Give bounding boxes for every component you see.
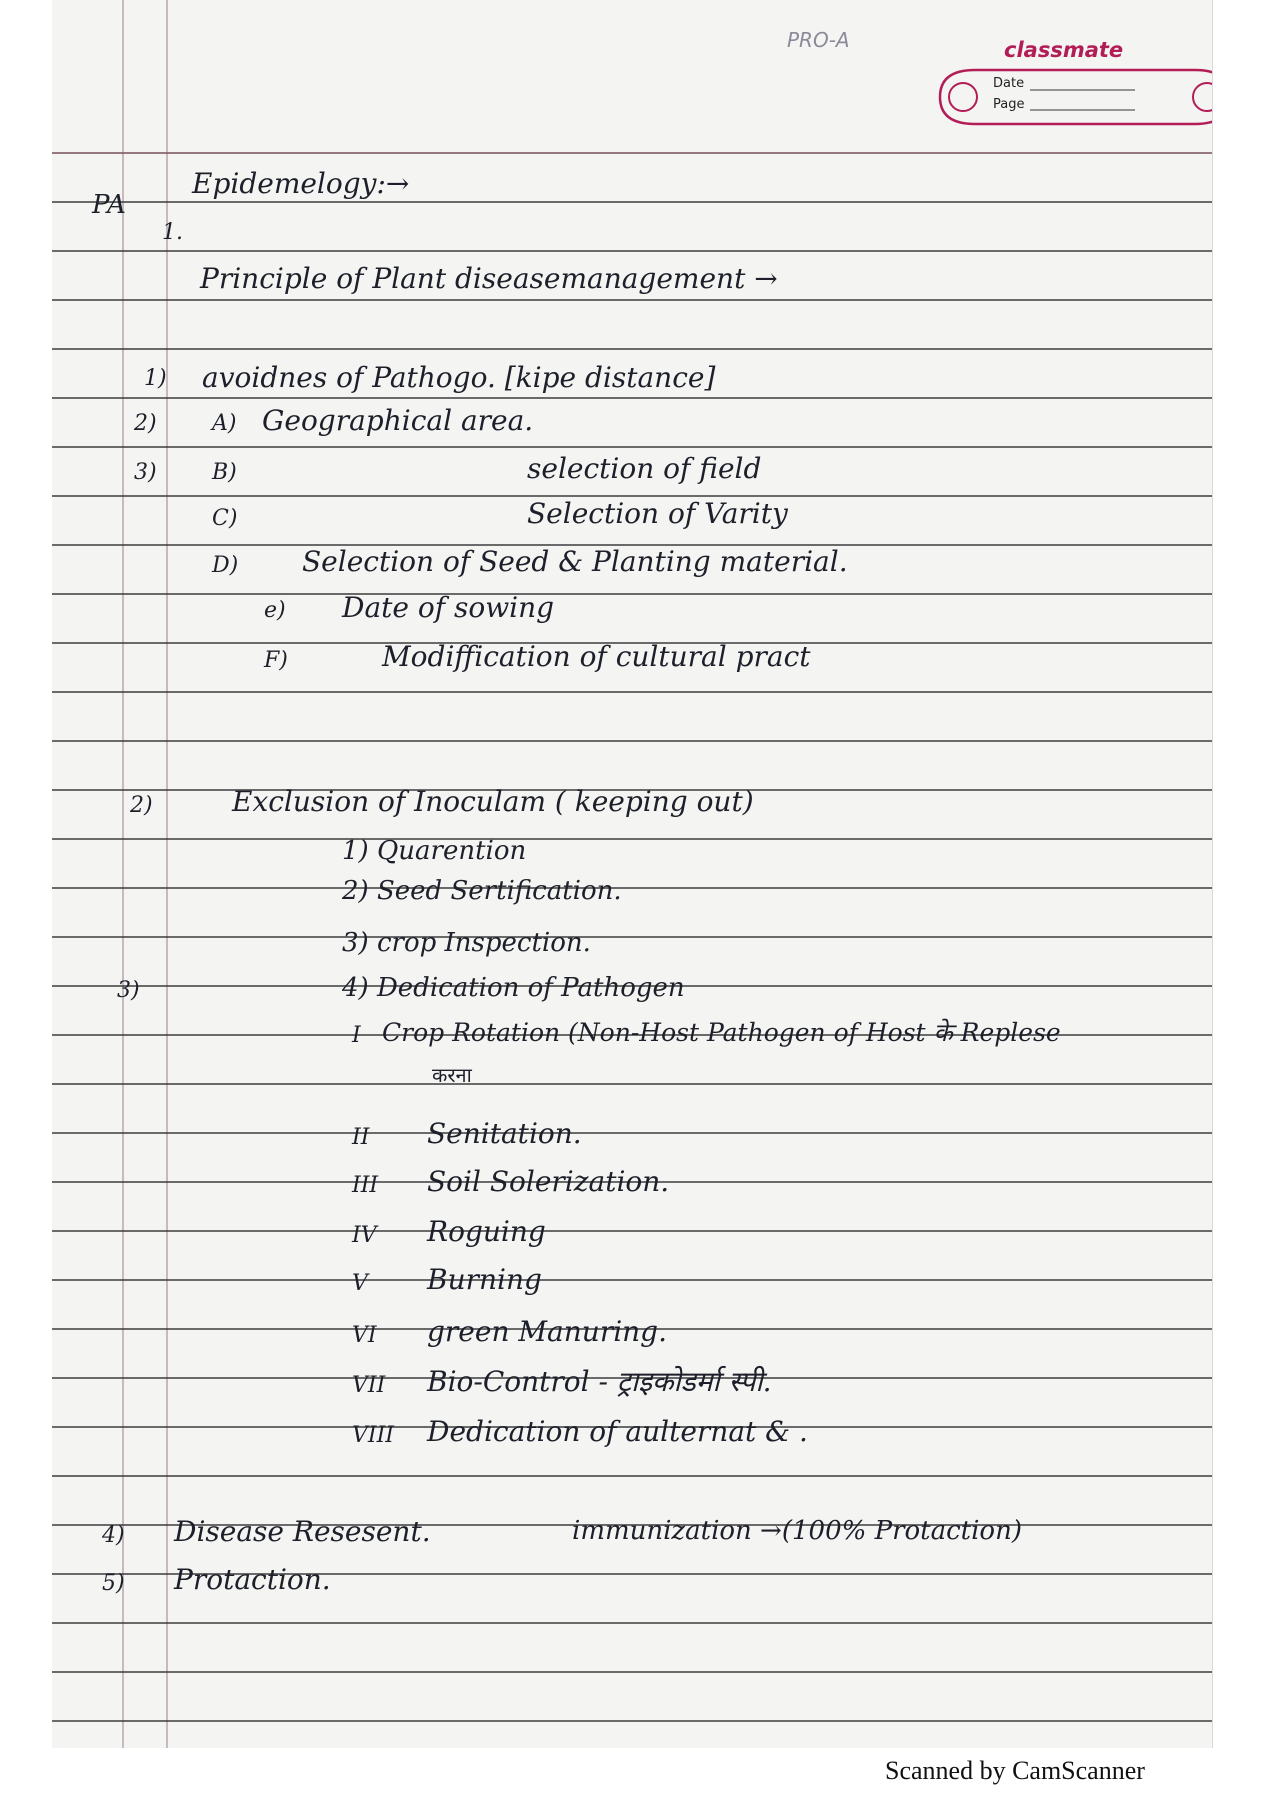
section-1-item-text: selection of field — [527, 452, 762, 485]
section-4-number: 4) — [102, 1523, 125, 1548]
section-1-item-text: Selection of Seed & Planting material. — [302, 545, 848, 578]
section-3-item-label: VI — [352, 1323, 377, 1348]
section-1-item-text: Date of sowing — [342, 591, 555, 624]
margin-tag: PA — [92, 190, 126, 220]
section-2-number: 2) — [130, 793, 153, 818]
section-3-item-text: Soil Solerization. — [427, 1165, 670, 1198]
margin-line-left — [122, 0, 124, 1748]
page-label: Page — [993, 97, 1025, 112]
section-1-item-text: Modiffication of cultural pract — [382, 640, 811, 673]
section-2-item: 4) Dedication of Pathogen — [342, 973, 685, 1003]
ruled-line — [52, 1475, 1212, 1477]
section-3-item-label: VIII — [352, 1423, 394, 1448]
scanner-watermark: Scanned by CamScanner — [885, 1756, 1145, 1785]
ruled-line — [52, 1132, 1212, 1134]
section-1-item-label: F) — [264, 648, 288, 673]
section-3-item-label: VII — [352, 1373, 386, 1398]
section-3-item-text: green Manuring. — [427, 1315, 668, 1348]
section-2-item: 2) Seed Sertification. — [342, 876, 622, 906]
section-3-item-text: Bio-Control - ट्राइकोडर्मा स्पी. — [427, 1365, 772, 1398]
section-3-item-text: Crop Rotation (Non-Host Pathogen of Host के Replese — [382, 1018, 1061, 1047]
ruled-line — [52, 348, 1212, 350]
ruled-line — [52, 299, 1212, 301]
section-3-item-label: V — [352, 1271, 368, 1296]
ruled-line — [52, 691, 1212, 693]
ruled-line — [52, 740, 1212, 742]
section-1-item-label: A) — [212, 411, 237, 436]
section-3-item-text: करना — [432, 1063, 472, 1087]
ruled-line — [52, 936, 1212, 938]
section-3-item-label: I — [352, 1023, 361, 1048]
ruled-line — [52, 1622, 1212, 1624]
section-1-item-text: Geographical area. — [262, 404, 534, 437]
section-1-number: 1) — [144, 366, 167, 391]
ruled-line — [52, 593, 1212, 595]
section-3-number: 3) — [117, 978, 140, 1003]
ruled-line — [52, 1279, 1212, 1281]
ruled-line — [52, 1083, 1212, 1085]
section-4-extra: immunization →(100% Protaction) — [572, 1516, 1022, 1546]
section-2-item: 3) crop Inspection. — [342, 928, 591, 958]
section-1-title: avoidnes of Pathogo. [kipe distance] — [202, 361, 716, 394]
section-2-title: Exclusion of Inoculam ( keeping out) — [232, 785, 754, 818]
ruled-line — [52, 1671, 1212, 1673]
section-3-item-text: Dedication of aulternat & . — [427, 1415, 808, 1448]
date-page-box — [935, 62, 1213, 132]
ruled-line — [52, 838, 1212, 840]
section-1-item-label: D) — [212, 553, 239, 578]
ruled-line — [52, 446, 1212, 448]
ruled-line — [52, 250, 1212, 252]
section-4-text: Disease Resesent. — [174, 1515, 431, 1548]
section-3-item-label: IV — [352, 1223, 377, 1248]
ruled-line — [52, 887, 1212, 889]
brand-logo: classmate — [1004, 38, 1124, 62]
page-title: Epidemelogy:→ — [192, 167, 410, 200]
section-3-item-text: Senitation. — [427, 1117, 582, 1150]
section-2-item: 1) Quarention — [342, 836, 527, 866]
section-5-text: Protaction. — [174, 1563, 331, 1596]
section-3-item-label: II — [352, 1125, 370, 1150]
section-1-item-mark: 2) — [134, 411, 157, 436]
ruled-line — [52, 152, 1212, 154]
heading-number: 1. — [162, 220, 183, 245]
section-1-item-label: C) — [212, 506, 238, 531]
ruled-line — [52, 201, 1212, 203]
ruled-line — [52, 397, 1212, 399]
date-label: Date — [993, 76, 1025, 91]
section-1-item-text: Selection of Varity — [527, 497, 788, 530]
ruled-line — [52, 1230, 1212, 1232]
ruled-line — [52, 1720, 1212, 1722]
section-3-item-label: III — [352, 1173, 379, 1198]
notebook-page — [52, 0, 1213, 1748]
section-1-item-label: B) — [212, 460, 237, 485]
section-1-item-label: e) — [264, 598, 286, 623]
section-3-item-text: Roguing — [427, 1215, 546, 1248]
section-heading: Principle of Plant diseasemanagement → — [200, 262, 778, 295]
section-1-item-mark: 3) — [134, 460, 157, 485]
date-box-frame — [935, 62, 1213, 132]
margin-line-right — [166, 0, 168, 1748]
section-3-item-text: Burning — [427, 1263, 542, 1296]
corner-mark: PRO-A — [787, 28, 850, 52]
section-5-number: 5) — [102, 1571, 125, 1596]
